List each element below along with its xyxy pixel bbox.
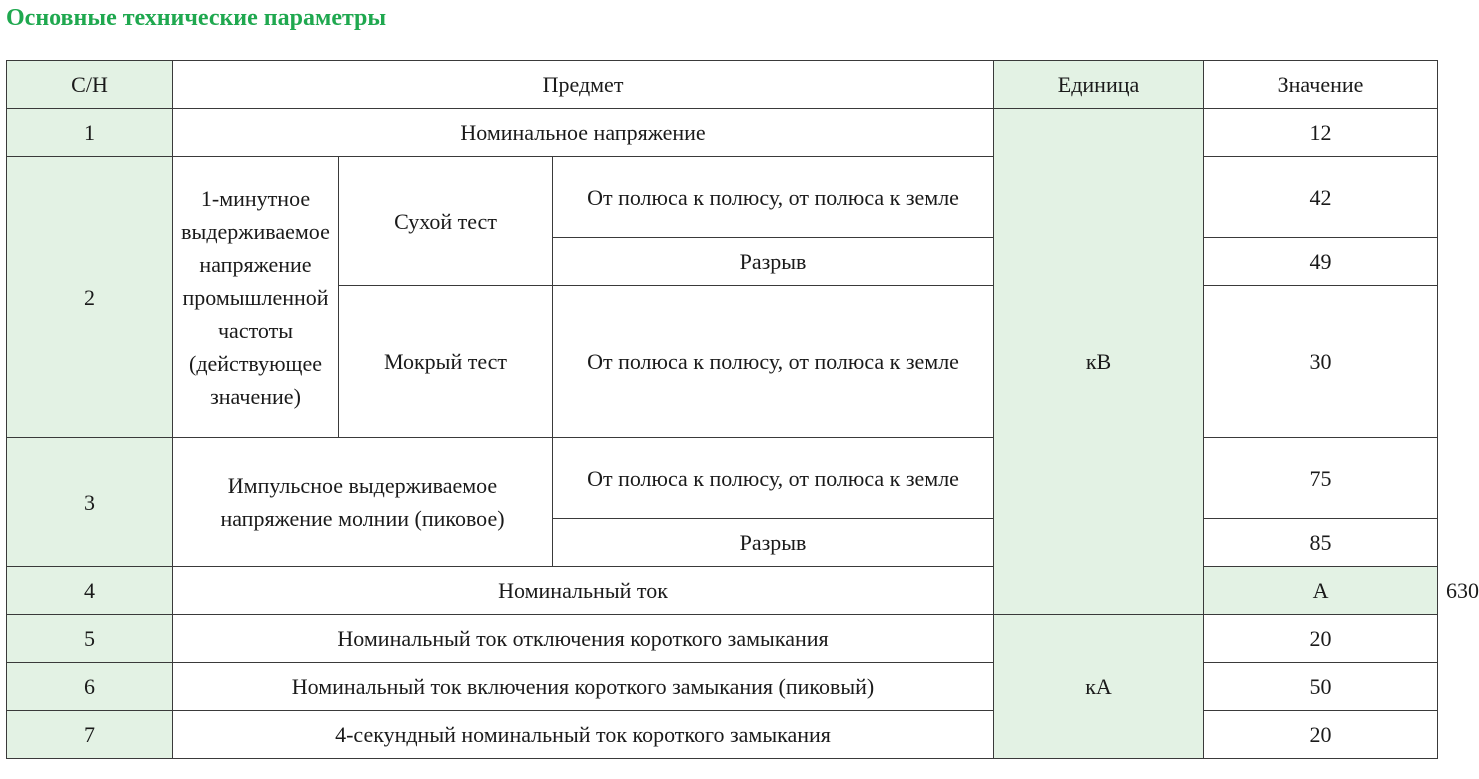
unit-kv: кВ — [994, 109, 1204, 615]
row-item: Номинальное напряжение — [173, 109, 994, 157]
row-sn: 1 — [7, 109, 173, 157]
table-row — [7, 157, 1438, 238]
row-sn: 4 — [7, 567, 173, 615]
row-sn: 5 — [7, 615, 173, 663]
impulse-pole-to-pole: От полюса к полюсу, от полюса к земле — [553, 438, 994, 519]
header-row — [7, 61, 1438, 109]
row-value: 20 — [1204, 711, 1438, 759]
page-title: Основные технические параметры — [6, 5, 387, 31]
header-unit: Единица — [994, 61, 1204, 109]
row-item: Номинальный ток — [173, 567, 994, 615]
wet-pole-to-pole: От полюса к полюсу, от полюса к земле — [553, 286, 994, 438]
table-row — [7, 711, 1438, 759]
table-row — [7, 438, 1438, 519]
row-item: Импульсное выдерживаемое напряжение молнии (пиковое) — [173, 438, 553, 567]
row-value: 50 — [1204, 663, 1438, 711]
row-item: Номинальный ток включения короткого замыкания (пиковый) — [173, 663, 994, 711]
row-value: 85 — [1204, 519, 1438, 567]
row-value: 49 — [1204, 238, 1438, 286]
row-sn: 2 — [7, 157, 173, 438]
row-item: 4-секундный номинальный ток короткого замыкания — [173, 711, 994, 759]
table-row — [7, 615, 1438, 663]
row-sn: 3 — [7, 438, 173, 567]
row-value: 12 — [1204, 109, 1438, 157]
row-group-label: 1-минутное выдерживаемое напряжение промышленной частоты (действующее значение) — [173, 157, 339, 438]
row-item: Номинальный ток отключения короткого замыкания — [173, 615, 994, 663]
dry-gap: Разрыв — [553, 238, 994, 286]
unit-ka: кА — [994, 615, 1204, 759]
unit-a: А — [1204, 567, 1438, 615]
header-sn: С/Н — [7, 61, 173, 109]
row-value: 75 — [1204, 438, 1438, 519]
row-value: 42 — [1204, 157, 1438, 238]
dry-test-label: Сухой тест — [339, 157, 553, 286]
row-sn: 7 — [7, 711, 173, 759]
table-row — [7, 663, 1438, 711]
impulse-gap: Разрыв — [553, 519, 994, 567]
header-item: Предмет — [173, 61, 994, 109]
header-value: Значение — [1204, 61, 1438, 109]
table-row — [7, 109, 1438, 157]
row-value: 20 — [1204, 615, 1438, 663]
dry-pole-to-pole: От полюса к полюсу, от полюса к земле — [553, 157, 994, 238]
wet-test-label: Мокрый тест — [339, 286, 553, 438]
row-value: 30 — [1204, 286, 1438, 438]
table-row: 4 Номинальный ток А 630 — [7, 567, 1438, 615]
parameters-table — [6, 60, 1479, 759]
row-sn: 6 — [7, 663, 173, 711]
